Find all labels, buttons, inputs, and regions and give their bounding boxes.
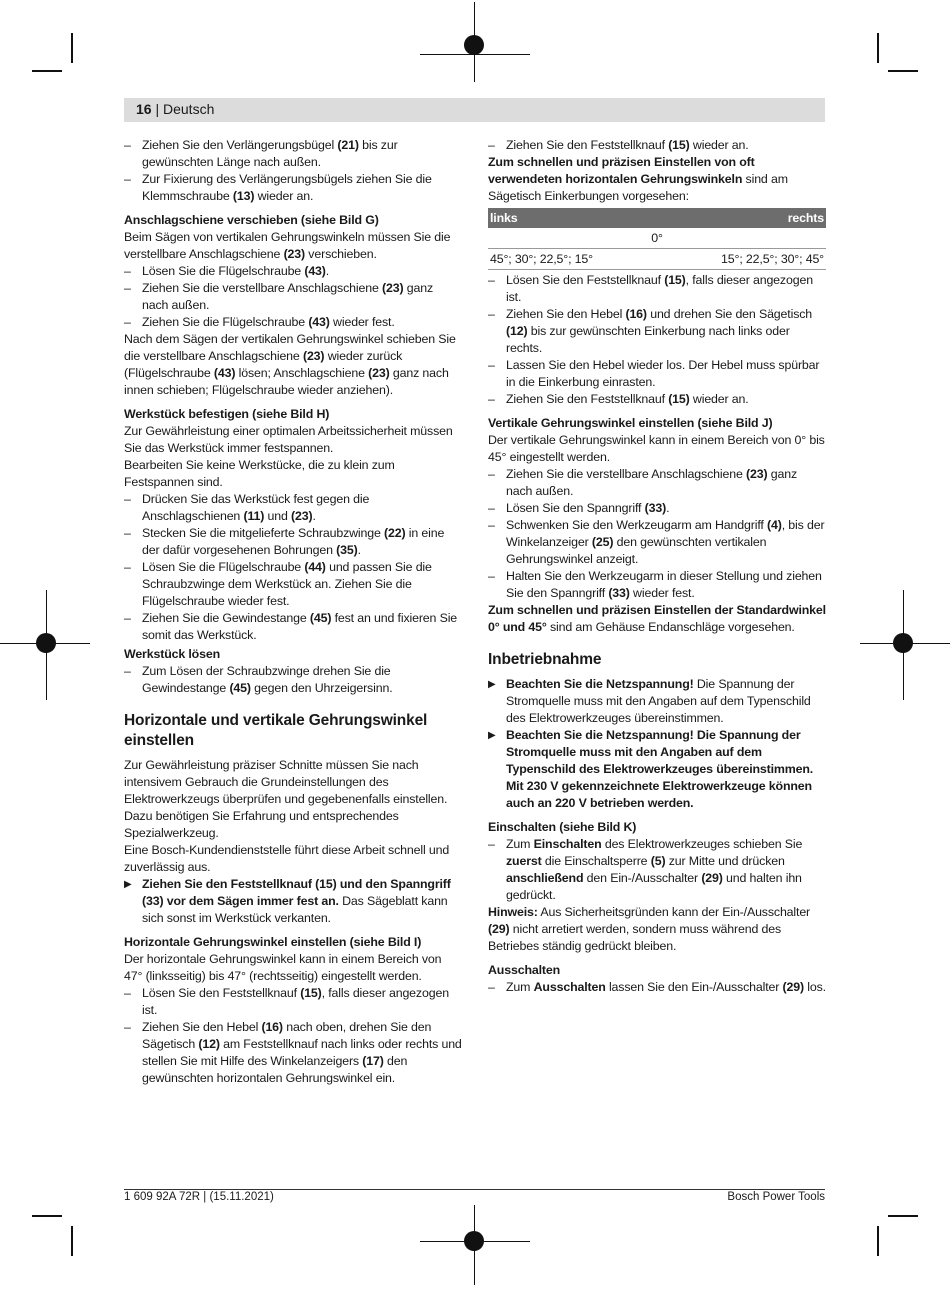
list-item: – Ziehen Sie den Hebel (16) nach oben, drehen Sie den Sägetisch (12) am Feststellknauf nach links oder rechts und stellen Sie mit Hilfe des Winkelanzeigers (17) den gewünschten horizontalen Gehrungswinkel ein. bbox=[124, 1019, 462, 1087]
paragraph: Der vertikale Gehrungswinkel kann in einem Bereich von 0° bis 45° eingestellt werden. bbox=[488, 433, 825, 464]
section-heading: Einschalten (siehe Bild K) bbox=[488, 820, 637, 834]
crop-mark bbox=[71, 1226, 73, 1256]
warning-item: ▶ Beachten Sie die Netzspannung! Die Spannung der Stromquelle muss mit den Angaben auf dem Typenschild des Elektrowerkzeuges übereinstimmen. bbox=[488, 676, 826, 727]
footer-doc-number: 1 609 92A 72R | (15.11.2021) bbox=[124, 1191, 274, 1203]
table-header-left: links bbox=[488, 208, 657, 228]
list-item: – Ziehen Sie die verstellbare Anschlagschiene (23) ganz nach außen. bbox=[488, 466, 826, 500]
crop-mark bbox=[888, 1215, 918, 1217]
list-item: – Zum Ausschalten lassen Sie den Ein-/Ausschalter (29) los. bbox=[488, 979, 826, 996]
crop-mark bbox=[32, 70, 62, 72]
list-item: – Lösen Sie die Flügelschraube (44) und passen Sie die Schraubzwinge dem Werkstück an. Ziehen Sie die Flügelschraube wieder fest. bbox=[124, 559, 462, 610]
list-item: – Ziehen Sie den Hebel (16) und drehen Sie den Sägetisch (12) bis zur gewünschten Einkerbung nach links oder rechts. bbox=[488, 306, 826, 357]
section-heading: Vertikale Gehrungswinkel einstellen (siehe Bild J) bbox=[488, 416, 773, 430]
note-paragraph: Hinweis: Aus Sicherheitsgründen kann der Ein-/Ausschalter (29) nicht arretiert werden, sondern muss während des Betriebes ständig gedrückt bleiben. bbox=[488, 905, 811, 953]
list-item: – Halten Sie den Werkzeugarm in dieser Stellung und ziehen Sie den Spanngriff (33) wieder fest. bbox=[488, 568, 826, 602]
list-item: – Ziehen Sie die Gewindestange (45) fest an und fixieren Sie somit das Werkstück. bbox=[124, 610, 462, 644]
list-item: – Drücken Sie das Werkstück fest gegen die Anschlagschienen (11) und (23). bbox=[124, 491, 462, 525]
list-item: – Lösen Sie den Feststellknauf (15), falls dieser angezogen ist. bbox=[124, 985, 462, 1019]
page-header-bar bbox=[124, 98, 825, 122]
left-column bbox=[124, 137, 462, 1087]
registration-dot bbox=[464, 1231, 484, 1251]
registration-dot bbox=[464, 35, 484, 55]
table-cell: 45°; 30°; 22,5°; 15° bbox=[488, 249, 657, 270]
warning-item: ▶ Ziehen Sie den Feststellknauf (15) und den Spanngriff (33) vor dem Sägen immer fest an. Das Sägeblatt kann sich sonst im Werkstück verkanten. bbox=[124, 876, 462, 927]
chapter-heading: Inbetriebnahme bbox=[488, 651, 602, 668]
registration-dot bbox=[893, 633, 913, 653]
crop-mark bbox=[877, 33, 879, 63]
list-item: – Ziehen Sie die verstellbare Anschlagschiene (23) ganz nach außen. bbox=[124, 280, 462, 314]
list-item: – Ziehen Sie den Feststellknauf (15) wieder an. bbox=[488, 391, 826, 408]
paragraph: Eine Bosch-Kundendienststelle führt diese Arbeit schnell und zuverlässig aus. bbox=[124, 843, 450, 874]
list-item: – Lösen Sie den Feststellknauf (15), falls dieser angezogen ist. bbox=[488, 272, 826, 306]
list-item: – Lösen Sie den Spanngriff (33). bbox=[488, 500, 826, 517]
list-item: – Zum Lösen der Schraubzwinge drehen Sie die Gewindestange (45) gegen den Uhrzeigersinn. bbox=[124, 663, 462, 697]
list-item: – Zum Einschalten des Elektrowerkzeuges schieben Sie zuerst die Einschaltsperre (5) zur Mitte und drücken anschließend den Ein-/Ausschalter (29) und halten ihn gedrückt. bbox=[488, 836, 826, 904]
paragraph: Zum schnellen und präzisen Einstellen der Standardwinkel 0° und 45° sind am Gehäuse Endanschläge vorgesehen. bbox=[488, 603, 826, 634]
paragraph: Nach dem Sägen der vertikalen Gehrungswinkel schieben Sie die verstellbare Anschlagschiene (23) wieder zurück (Flügelschraube (43) lösen; Anschlagschiene (23) ganz nach innen schieben; Flügelschraube wieder anziehen). bbox=[124, 332, 456, 397]
paragraph: Zur Gewährleistung präziser Schnitte müssen Sie nach intensivem Gebrauch die Grundeinstellungen des Elektrowerkzeugs überprüfen und gegebenenfalls einstellen. bbox=[124, 758, 448, 806]
section-heading: Anschlagschiene verschieben (siehe Bild G) bbox=[124, 213, 379, 227]
list-item: – Schwenken Sie den Werkzeugarm am Handgriff (4), bis der Winkelanzeiger (25) den gewünschten vertikalen Gehrungswinkel anzeigt. bbox=[488, 517, 826, 568]
right-column bbox=[488, 137, 826, 996]
paragraph: Der horizontale Gehrungswinkel kann in einem Bereich von 47° (linksseitig) bis 47° (rechtsseitig) eingestellt werden. bbox=[124, 952, 442, 983]
warning-item: ▶ Beachten Sie die Netzspannung! Die Spannung der Stromquelle muss mit den Angaben auf dem Typenschild des Elektrowerkzeuges übereinstimmen. Mit 230 V gekennzeichnete Elektrowerkzeuge können auch an 220 V betrieben werden. bbox=[488, 727, 826, 812]
paragraph: Beim Sägen von vertikalen Gehrungswinkeln müssen Sie die verstellbare Anschlagschiene (23) verschieben. bbox=[124, 230, 451, 261]
page-header bbox=[136, 101, 214, 117]
table-header-right: rechts bbox=[657, 208, 826, 228]
section-heading: Ausschalten bbox=[488, 963, 561, 977]
footer-brand: Bosch Power Tools bbox=[727, 1191, 825, 1203]
table-cell: 0° bbox=[488, 228, 826, 249]
table-cell: 15°; 22,5°; 30°; 45° bbox=[657, 249, 826, 270]
crop-mark bbox=[888, 70, 918, 72]
page-number: 16 bbox=[136, 101, 152, 117]
section-heading: Werkstück lösen bbox=[124, 647, 220, 661]
notch-table bbox=[488, 208, 826, 270]
paragraph: Bearbeiten Sie keine Werkstücke, die zu klein zum Festspannen sind. bbox=[124, 458, 395, 489]
paragraph: Zum schnellen und präzisen Einstellen von oft verwendeten horizontalen Gehrungswinkeln sind am Sägetisch Einkerbungen vorgesehen: bbox=[488, 155, 788, 203]
paragraph: Dazu benötigen Sie Erfahrung und entsprechendes Spezialwerkzeug. bbox=[124, 809, 399, 840]
footer-rule bbox=[124, 1189, 825, 1190]
list-item: – Lösen Sie die Flügelschraube (43). bbox=[124, 263, 462, 280]
list-item: – Ziehen Sie den Feststellknauf (15) wieder an. bbox=[488, 137, 826, 154]
list-item: – Lassen Sie den Hebel wieder los. Der Hebel muss spürbar in die Einkerbung einrasten. bbox=[488, 357, 826, 391]
section-heading: Horizontale Gehrungswinkel einstellen (siehe Bild I) bbox=[124, 935, 422, 949]
list-item: – Ziehen Sie den Verlängerungsbügel (21) bis zur gewünschten Länge nach außen. bbox=[124, 137, 462, 171]
list-item: – Zur Fixierung des Verlängerungsbügels ziehen Sie die Klemmschraube (13) wieder an. bbox=[124, 171, 462, 205]
chapter-heading: Horizontale und vertikale Gehrungswinkel einstellen bbox=[124, 712, 428, 749]
crop-mark bbox=[877, 1226, 879, 1256]
crop-mark bbox=[71, 33, 73, 63]
header-separator: | bbox=[151, 101, 163, 117]
list-item: – Ziehen Sie die Flügelschraube (43) wieder fest. bbox=[124, 314, 462, 331]
section-heading: Werkstück befestigen (siehe Bild H) bbox=[124, 407, 330, 421]
crop-mark bbox=[32, 1215, 62, 1217]
registration-dot bbox=[36, 633, 56, 653]
header-language: Deutsch bbox=[163, 101, 215, 117]
paragraph: Zur Gewährleistung einer optimalen Arbeitssicherheit müssen Sie das Werkstück immer festspannen. bbox=[124, 424, 453, 455]
list-item: – Stecken Sie die mitgelieferte Schraubzwinge (22) in eine der dafür vorgesehenen Bohrungen (35). bbox=[124, 525, 462, 559]
